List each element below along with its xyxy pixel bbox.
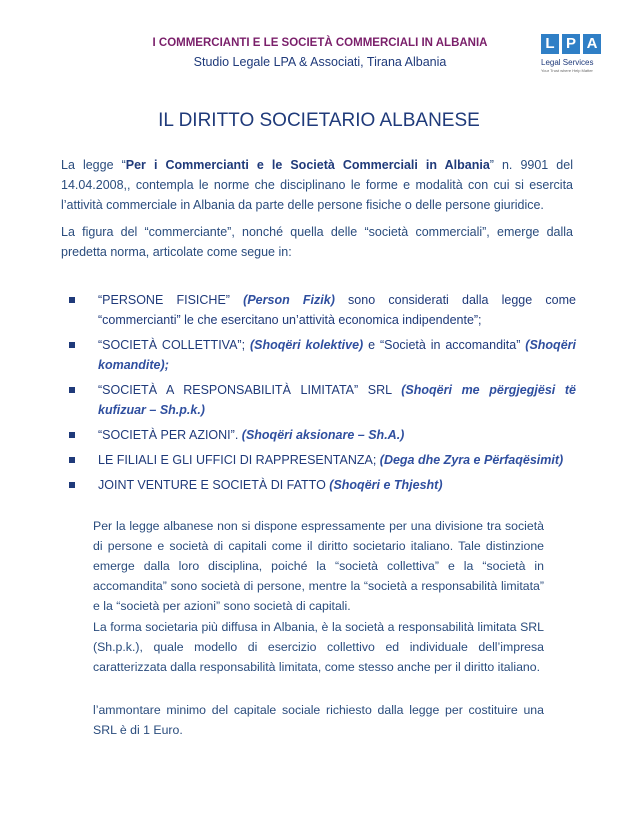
document-title: IL DIRITTO SOCIETARIO ALBANESE	[158, 110, 480, 131]
law-name: Per i Commercianti e le Società Commerciali in Albania	[125, 158, 490, 172]
header-subtitle: Studio Legale LPA & Associati, Tirana Albania	[193, 55, 447, 69]
intro-paragraph-1	[61, 155, 573, 215]
bullet-icon	[69, 457, 75, 463]
list-item: LE FILIALI E GLI UFFICI DI RAPPRESENTANZA; (Dega dhe Zyra e Përfaqësimit)	[66, 450, 576, 470]
logo-letter-p: P	[562, 34, 580, 54]
logo-letter-l: L	[541, 34, 559, 54]
logo-letter-a: A	[583, 34, 601, 54]
logo-tagline: Your Trust where Help Matter	[541, 68, 593, 73]
bullet-icon	[69, 297, 75, 303]
header-title: I COMMERCIANTI E LE SOCIETÀ COMMERCIALI IN ALBANIA	[152, 37, 488, 49]
logo-subtitle: Legal Services	[541, 58, 594, 67]
bullet-icon	[69, 432, 75, 438]
list-item: “SOCIETÀ A RESPONSABILITÀ LIMITATA” SRL (Shoqëri me përgjegjësi të kufizuar – Sh.p.k.)	[66, 380, 576, 420]
list-item: “PERSONE FISICHE” (Person Fizik) sono considerati dalla legge come “commercianti” le che esercitano un’attività economica indipendente”;	[66, 290, 576, 330]
bullet-icon	[69, 482, 75, 488]
intro-text: ” n. 9901 del 14.04.2008,, contempla le norme che disciplinano le forme e modalità con cui si esercita l’attività commerciale in Albania da parte delle persone fisiche o delle persone giuridice.	[61, 158, 573, 212]
bullet-icon	[69, 342, 75, 348]
lpa-logo	[541, 34, 603, 92]
note-paragraph-2: La forma societaria più diffusa in Albania, è la società a responsabilità limitata SRL (Sh.p.k.), quale modello di esercizio collettivo ed individuale dell’impresa caratterizzata dalla responsabilità limitata, come stesso anche per il diritto italiano.	[93, 620, 544, 674]
list-item: JOINT VENTURE E SOCIETÀ DI FATTO (Shoqëri e Thjesht)	[66, 475, 576, 495]
intro-paragraph-2: La figura del “commerciante”, nonché quella delle “società commerciali”, emerge dalla predetta norma, articolate come segue in:	[61, 225, 573, 259]
list-item: “SOCIETÀ PER AZIONI”. (Shoqëri aksionare – Sh.A.)	[66, 425, 576, 445]
note-paragraph-1: Per la legge albanese non si dispone espressamente per una divisione tra società di persone e società di capitali come il diritto societario italiano. Tale distinzione emerge dalla loro disciplina, poiché la “società collettiva” e la “società in accomandita” sono società di persone, mentre la “società a responsabilità limitata” e la “società per azioni” sono società di capitali.	[93, 519, 544, 613]
bullet-icon	[69, 387, 75, 393]
list-item: “SOCIETÀ COLLETTIVA”; (Shoqëri kolektive) e “Società in accomandita” (Shoqëri komandite);	[66, 335, 576, 375]
note-paragraph-3: l’ammontare minimo del capitale sociale richiesto dalla legge per costituire una SRL è di 1 Euro.	[93, 703, 544, 737]
intro-text: La legge “	[61, 158, 126, 172]
entity-list	[66, 290, 576, 495]
